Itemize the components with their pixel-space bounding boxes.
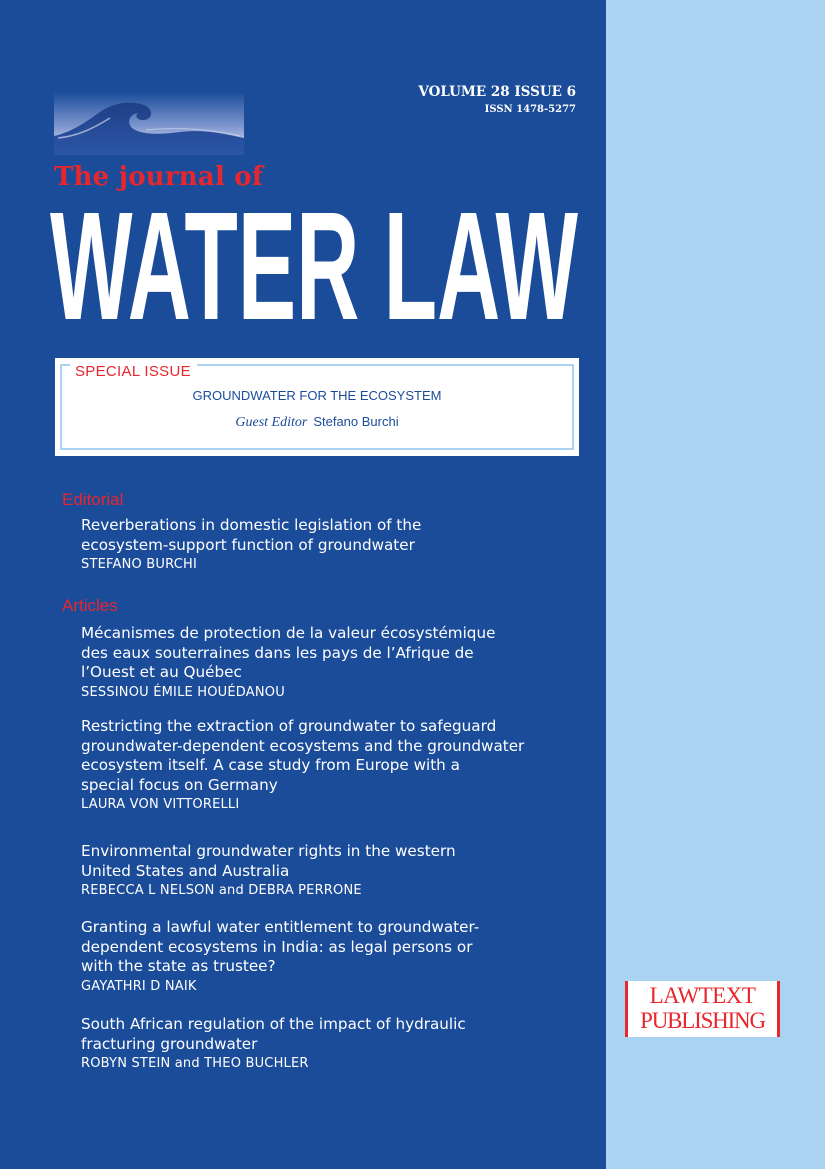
entry-title-line: with the state as trustee?	[81, 957, 276, 975]
entry-title-line: Environmental groundwater rights in the western	[81, 842, 456, 860]
entry-title-line: Mécanismes de protection de la valeur écosystémique	[81, 624, 496, 642]
entry-author: ROBYN STEIN and THEO BUCHLER	[81, 1056, 309, 1071]
entry-title-line: special focus on Germany	[81, 775, 278, 794]
entry-title-line: groundwater-dependent ecosystems and the groundwater	[81, 736, 525, 755]
entry-author: SESSINOU ÉMILE HOUÉDANOU	[81, 684, 285, 700]
entry-title-line: ecosystem itself. A case study from Europe with a	[81, 756, 460, 774]
entry-title	[81, 624, 586, 683]
article-entry	[81, 1015, 586, 1073]
entry-title	[81, 717, 586, 795]
entry-title-line: l’Ouest et au Québec	[81, 663, 242, 681]
entry-title-line: fracturing groundwater	[81, 1034, 258, 1053]
entry-author: LAURA VON VITTORELLI	[81, 797, 240, 812]
journal-title	[50, 178, 590, 348]
publisher-line-1: LAWTEXT	[649, 983, 756, 1008]
editorial-entry	[81, 516, 586, 574]
entry-title	[81, 918, 586, 977]
article-entry	[81, 624, 586, 702]
articles-heading: Articles	[62, 596, 118, 615]
article-entry	[81, 918, 586, 996]
publisher-line-2: PUBLISHING	[640, 1008, 765, 1033]
entry-title-line: dependent ecosystems in India: as legal persons or	[81, 937, 473, 956]
journal-subtitle: The journal of	[54, 162, 264, 192]
volume-issue: VOLUME 28 ISSUE 6	[418, 84, 576, 100]
guest-editor-line	[62, 414, 572, 431]
entry-title-line: des eaux souterraines dans les pays de l’Afrique de	[81, 643, 474, 662]
special-issue-label: SPECIAL ISSUE	[70, 363, 197, 380]
entry-title-line: United States and Australia	[81, 861, 290, 880]
article-entry	[81, 842, 586, 900]
entry-author: STEFANO BURCHI	[81, 557, 197, 572]
guest-editor-label: Guest Editor	[235, 415, 308, 430]
special-issue-frame	[60, 364, 574, 450]
special-issue-theme: GROUNDWATER FOR THE ECOSYSTEM	[192, 388, 442, 403]
article-entry	[81, 717, 586, 814]
publisher-logo	[625, 981, 780, 1037]
entry-title	[81, 842, 586, 881]
wave-icon	[54, 92, 244, 155]
entry-title-line: Granting a lawful water entitlement to groundwater-	[81, 918, 480, 936]
guest-editor-name: Stefano Burchi	[313, 414, 399, 429]
special-issue-box	[55, 358, 579, 456]
entry-title-line: Reverberations in domestic legislation of the	[81, 516, 422, 534]
issn: ISSN 1478-5277	[484, 104, 576, 115]
entry-title	[81, 516, 586, 555]
entry-title	[81, 1015, 586, 1054]
entry-title-line: Restricting the extraction of groundwater to safeguard	[81, 717, 497, 735]
entry-title-line: South African regulation of the impact of hydraulic	[81, 1015, 466, 1033]
entry-title-line: ecosystem-support function of groundwater	[81, 535, 415, 554]
entry-author: REBECCA L NELSON and DEBRA PERRONE	[81, 883, 362, 898]
svg-text:WATER LAW: WATER LAW	[50, 180, 579, 348]
entry-author: GAYATHRI D NAIK	[81, 978, 197, 994]
editorial-heading: Editorial	[62, 490, 124, 509]
